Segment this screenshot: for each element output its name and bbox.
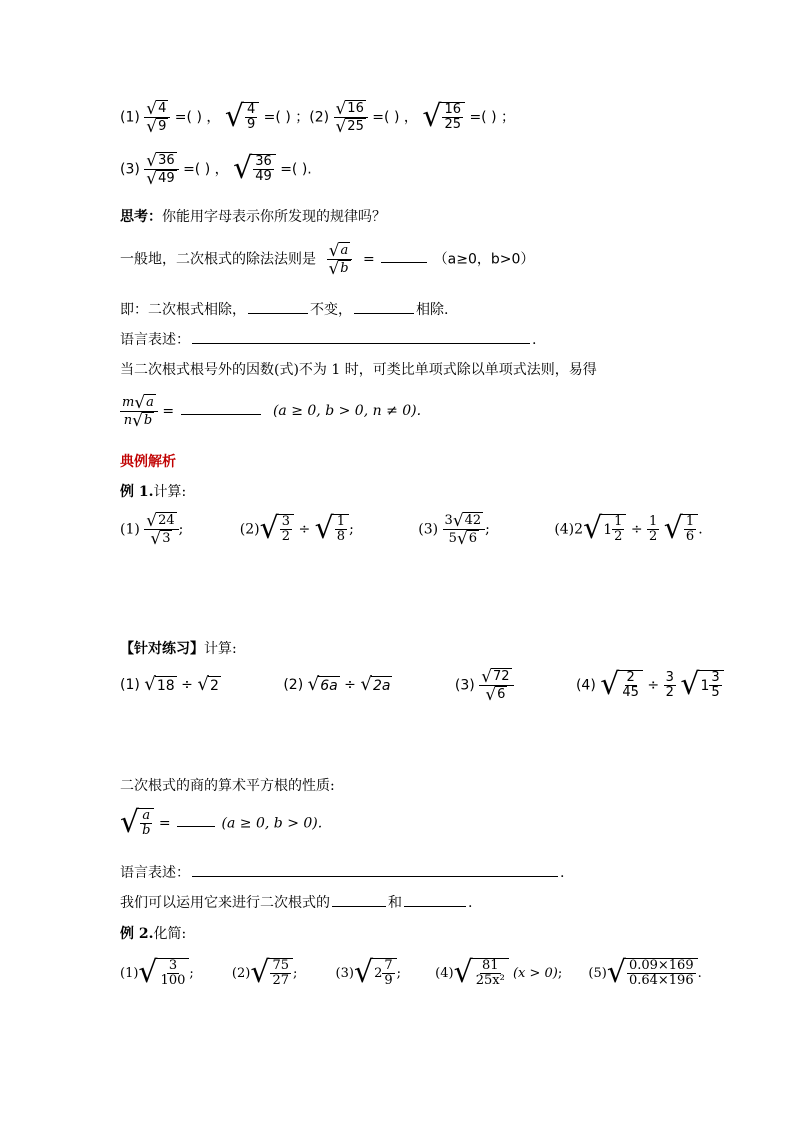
answer-blank xyxy=(181,402,261,415)
practice-item-4: (4) √ $\frac{2}{45}$ ÷ $\frac{3}{2}$ √ 1 $\frac{3}{5}$ xyxy=(576,670,724,701)
answer-blank: =( ) xyxy=(469,109,497,126)
ex2-item-2: (2) √ $\frac{75}{27}$ ; xyxy=(231,955,298,991)
item-label: (1) xyxy=(120,109,140,126)
language-statement-1: 语言表述： . xyxy=(120,332,537,348)
answer-blank xyxy=(177,814,215,827)
example-2-heading: 例 2.化简: xyxy=(120,926,187,942)
ex2-item-1: (1) √ $\frac{3}{100}$ ; xyxy=(120,955,194,991)
example-1-heading: 例 1.计算: xyxy=(120,484,187,500)
fraction-sqrt4-over-sqrt9: √ 4 √ 9 xyxy=(144,100,170,135)
sqrt-a-over-b: √ $\frac{a}{b}$ xyxy=(120,808,154,839)
answer-blank: =( ). xyxy=(280,161,312,178)
sqrt-fraction-16-25: √ $\frac{16}{25}$ xyxy=(422,102,465,133)
answer-blank: =( ) xyxy=(174,109,202,126)
property-formula: √ $\frac{a}{b}$ = (a ≥ 0, b > 0). xyxy=(120,805,323,841)
answer-blank xyxy=(248,301,308,314)
answer-blank xyxy=(192,864,558,877)
answer-blank xyxy=(354,301,414,314)
practice-items xyxy=(120,668,724,703)
quotient-line-1: (1) √ 4 √ 9 =( ) ， √ $\frac{4}{9}$ =( ) ；(2) √ 16 √ 25 =( ) ， √ $\frac{16}{25}$ =( ) ； xyxy=(120,98,515,136)
formula-fraction: m √ a n √ b xyxy=(120,394,158,429)
answer-blank: =( ) xyxy=(183,161,211,178)
fraction-sqrt16-over-sqrt25: √ 16 √ 25 xyxy=(334,100,368,135)
division-rule: 一般地，二次根式的除法法则是 √ a √ b = （a≥0，b>0） xyxy=(120,240,535,278)
sqrt-fraction-4-9: √ $\frac{4}{9}$ xyxy=(225,102,259,133)
ex1-item-1: (1) √ 24 √ 3 ; xyxy=(120,510,184,548)
fraction-sqrt36-over-sqrt49: √ 36 √ 49 xyxy=(144,152,178,187)
example-2-items xyxy=(120,955,702,991)
item-label: (3) xyxy=(120,161,140,178)
ex1-item-3: (3) 3 √ 42 5 √ 6 ; xyxy=(418,510,490,548)
language-statement-2: 语言表述： . xyxy=(120,865,565,881)
answer-blank xyxy=(332,894,386,907)
coefficient-note: 当二次根式根号外的因数(式)不为 1 时，可类比单项式除以单项式法则，易得 xyxy=(120,362,597,378)
answer-blank xyxy=(192,331,530,344)
usage-line: 我们可以运用它来进行二次根式的 和 . xyxy=(120,895,473,911)
section-title: 典例解析 xyxy=(120,454,176,470)
practice-item-1: (1) √ 18 ÷ √ 2 xyxy=(120,674,219,696)
practice-item-3: (3) √ 72 √ 6 xyxy=(455,668,514,703)
quotient-line-2: (3) √ 36 √ 49 =( ) ， √ $\frac{36}{49}$ =( ). xyxy=(120,150,312,188)
sqrt-fraction-36-49: √ $\frac{36}{49}$ xyxy=(233,154,276,185)
ex2-item-4: (4) √ $\frac{81}{\text{25x²}}$ (x > 0); xyxy=(435,955,563,991)
practice-heading: 【针对练习】计算: xyxy=(120,641,237,657)
property-heading: 二次根式的商的算术平方根的性质: xyxy=(120,778,335,794)
answer-blank xyxy=(381,250,427,263)
answer-blank: =( ) xyxy=(263,109,291,126)
answer-blank: =( ) xyxy=(372,109,400,126)
ex2-item-3: (3) √ 2 $\frac{7}{9}$ ; xyxy=(335,955,402,991)
answer-blank xyxy=(404,894,466,907)
practice-item-2: (2) √ 6a ÷ √ 2a xyxy=(283,674,391,696)
ex2-item-5: (5) √ $\frac{0.09\times 169}{0.64\times 196}$ . xyxy=(588,955,702,991)
think-prompt: 思考：你能用字母表示你所发现的规律吗？ xyxy=(120,209,386,225)
ie-line: 即：二次根式相除， 不变， 相除. xyxy=(120,302,449,318)
coefficient-formula: m √ a n √ b = (a ≥ 0, b > 0, n ≠ 0). xyxy=(122,392,422,430)
example-1-items xyxy=(120,512,703,547)
ex1-item-2: (2) √ $\frac{3}{2}$ ÷ √ $\frac{1}{8}$ ; xyxy=(239,511,354,547)
rule-fraction: √ a √ b xyxy=(326,242,352,277)
ex1-item-4: (4)2 √ 1 $\frac{1}{2}$ ÷ $\frac{1}{2}$ √ $\frac{1}{6}$ . xyxy=(554,511,703,547)
